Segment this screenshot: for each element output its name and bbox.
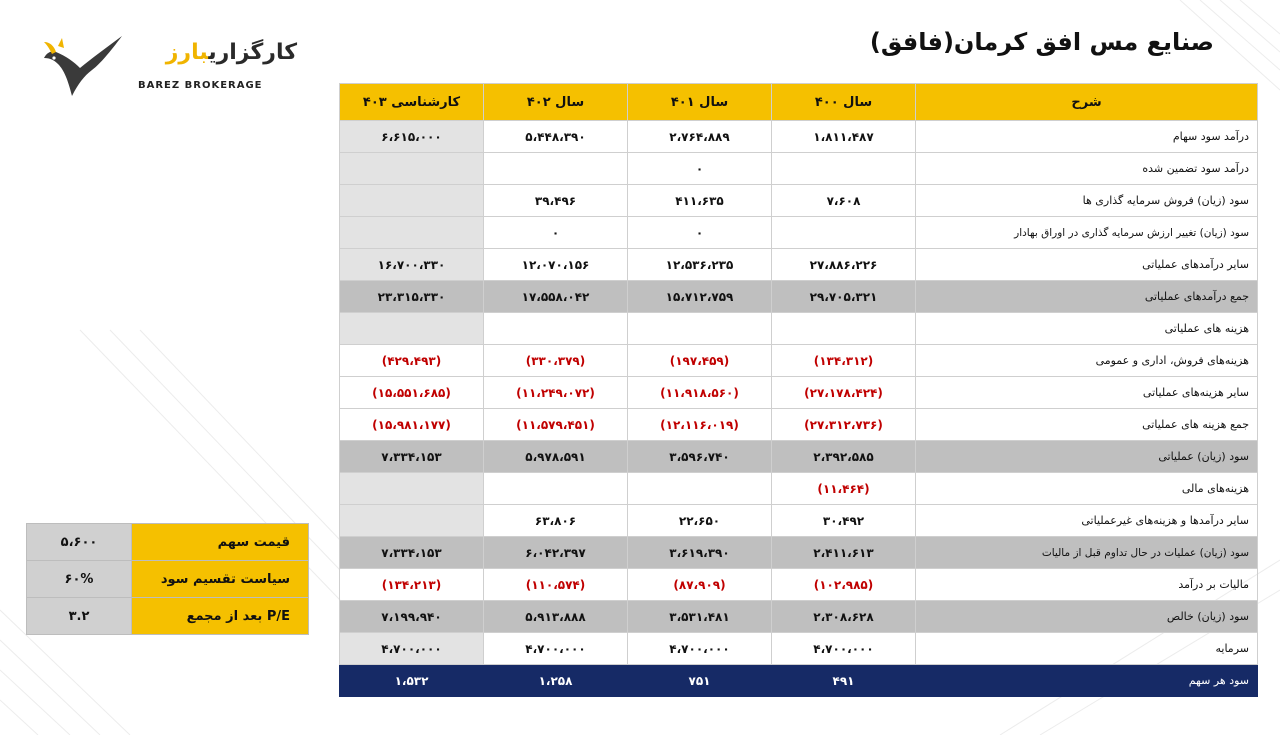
value-cell-401: (۱۱،۹۱۸،۵۶۰) [628,377,772,409]
dividend-policy-value: ۶۰% [27,561,132,598]
table-row [340,121,1258,153]
value-cell-402: ۵،۴۴۸،۳۹۰ [484,121,628,153]
table-row [340,313,1258,345]
value-cell-403: (۱۵،۵۵۱،۶۸۵) [340,377,484,409]
value-cell-400 [772,313,916,345]
table-row [340,217,1258,249]
value-cell-403: ۲۳،۳۱۵،۳۳۰ [340,281,484,313]
table-row [340,249,1258,281]
value-cell-400 [772,153,916,185]
value-cell-402: ۶۳،۸۰۶ [484,505,628,537]
summary-row-share-price [27,524,309,561]
value-cell-400: (۱۰۲،۹۸۵) [772,569,916,601]
value-cell-400: ۱،۸۱۱،۴۸۷ [772,121,916,153]
value-cell-402: (۱۱،۲۴۹،۰۷۲) [484,377,628,409]
table-row [340,409,1258,441]
table-row [340,633,1258,665]
value-cell-403: ۶،۶۱۵،۰۰۰ [340,121,484,153]
table-row-total [340,537,1258,569]
value-cell-403 [340,185,484,217]
value-cell-403: ۱۶،۷۰۰،۳۳۰ [340,249,484,281]
table-header-row [340,84,1258,121]
pe-value: ۳.۲ [27,598,132,635]
brand-name-en: BAREZ BROKERAGE [138,80,263,91]
value-cell-402: ۱۷،۵۵۸،۰۴۲ [484,281,628,313]
value-cell-403: ۷،۳۳۴،۱۵۳ [340,441,484,473]
row-label: سود (زیان) عملیاتی [916,441,1258,473]
value-cell-402: (۳۳۰،۳۷۹) [484,345,628,377]
value-cell-401: ۱۲،۵۳۶،۲۳۵ [628,249,772,281]
value-cell-402: (۱۱۰،۵۷۴) [484,569,628,601]
pe-label: P/E بعد از مجمع [132,598,309,635]
value-cell-400: ۲۹،۷۰۵،۳۲۱ [772,281,916,313]
value-cell-401: ۲۲،۶۵۰ [628,505,772,537]
value-cell-402: ۴،۷۰۰،۰۰۰ [484,633,628,665]
column-header-year-401: سال ۴۰۱ [628,84,772,121]
row-label: سایر درآمدها و هزینه‌های غیرعملیاتی [916,505,1258,537]
summary-row-pe [27,598,309,635]
page-title: صنایع مس افق کرمان(فافق) [869,28,1214,56]
value-cell-403 [340,505,484,537]
table-row-total [340,441,1258,473]
table-row-eps [340,665,1258,697]
value-cell-401: ۱۵،۷۱۲،۷۵۹ [628,281,772,313]
row-label: جمع هزینه های عملیاتی [916,409,1258,441]
value-cell-403: (۱۵،۹۸۱،۱۷۷) [340,409,484,441]
column-header-year-400: سال ۴۰۰ [772,84,916,121]
value-cell-402 [484,153,628,185]
value-cell-402: (۱۱،۵۷۹،۴۵۱) [484,409,628,441]
share-price-value: ۵،۶۰۰ [27,524,132,561]
table-row-total [340,601,1258,633]
value-cell-402: ۵،۹۱۳،۸۸۸ [484,601,628,633]
value-cell-403: (۱۳۴،۲۱۳) [340,569,484,601]
value-cell-403 [340,217,484,249]
value-cell-403: ۴،۷۰۰،۰۰۰ [340,633,484,665]
row-label: هزینه‌های فروش، اداری و عمومی [916,345,1258,377]
column-header-year-402: سال ۴۰۲ [484,84,628,121]
value-cell-402: ۵،۹۷۸،۵۹۱ [484,441,628,473]
value-cell-400: ۴،۷۰۰،۰۰۰ [772,633,916,665]
value-cell-401: ۳،۶۱۹،۳۹۰ [628,537,772,569]
value-cell-401: (۱۹۷،۴۵۹) [628,345,772,377]
row-label: سود (زیان) فروش سرمایه گذاری ها [916,185,1258,217]
row-label: درآمد سود سهام [916,121,1258,153]
value-cell-401 [628,473,772,505]
brand-logo [40,34,297,104]
valuation-summary-table [26,523,309,635]
row-label: سرمایه [916,633,1258,665]
value-cell-400: (۲۷،۱۷۸،۴۲۴) [772,377,916,409]
value-cell-403: (۴۲۹،۴۹۳) [340,345,484,377]
value-cell-401: ۷۵۱ [628,665,772,697]
value-cell-400: (۱۱،۴۶۴) [772,473,916,505]
column-header-description: شرح [916,84,1258,121]
dividend-policy-label: سیاست تقسیم سود [132,561,309,598]
table-row [340,473,1258,505]
eagle-icon [40,34,126,104]
value-cell-400: ۴۹۱ [772,665,916,697]
row-label: سایر هزینه‌های عملیاتی [916,377,1258,409]
value-cell-400: (۱۳۴،۳۱۲) [772,345,916,377]
table-row [340,505,1258,537]
value-cell-403: ۷،۳۳۴،۱۵۳ [340,537,484,569]
table-row-total [340,281,1258,313]
row-label: درآمد سود تضمین شده [916,153,1258,185]
row-label: جمع درآمدهای عملیاتی [916,281,1258,313]
brand-name-fa: کارگزاریبارز [165,40,297,65]
summary-row-dividend-policy [27,561,309,598]
table-row [340,569,1258,601]
value-cell-401: ۰ [628,217,772,249]
value-cell-403: ۱،۵۳۲ [340,665,484,697]
value-cell-400: ۲،۳۹۲،۵۸۵ [772,441,916,473]
value-cell-402: ۱۲،۰۷۰،۱۵۶ [484,249,628,281]
row-label: سود (زیان) عملیات در حال تداوم قبل از مالیات [916,537,1258,569]
row-label: هزینه‌های مالی [916,473,1258,505]
value-cell-401: ۴،۷۰۰،۰۰۰ [628,633,772,665]
value-cell-400: ۳۰،۴۹۲ [772,505,916,537]
table-row [340,345,1258,377]
value-cell-403: ۷،۱۹۹،۹۴۰ [340,601,484,633]
row-label: هزینه های عملیاتی [916,313,1258,345]
value-cell-401: ۰ [628,153,772,185]
value-cell-403 [340,473,484,505]
value-cell-400: ۷،۶۰۸ [772,185,916,217]
column-header-forecast-403: کارشناسی ۴۰۳ [340,84,484,121]
value-cell-403 [340,153,484,185]
row-label: سود (زیان) خالص [916,601,1258,633]
value-cell-402 [484,313,628,345]
value-cell-401: ۳،۵۹۶،۷۴۰ [628,441,772,473]
value-cell-401: ۴۱۱،۶۳۵ [628,185,772,217]
value-cell-400 [772,217,916,249]
value-cell-400: (۲۷،۳۱۲،۷۳۶) [772,409,916,441]
value-cell-403 [340,313,484,345]
value-cell-402: ۳۹،۴۹۶ [484,185,628,217]
value-cell-400: ۲،۴۱۱،۶۱۳ [772,537,916,569]
value-cell-401: ۲،۷۶۴،۸۸۹ [628,121,772,153]
table-row [340,377,1258,409]
financial-table [339,83,1258,697]
value-cell-401: ۳،۵۳۱،۴۸۱ [628,601,772,633]
row-label: سود هر سهم [916,665,1258,697]
value-cell-401 [628,313,772,345]
table-row [340,185,1258,217]
row-label: سود (زیان) تغییر ارزش سرمایه گذاری در اوراق بهادار [916,217,1258,249]
value-cell-401: (۸۷،۹۰۹) [628,569,772,601]
value-cell-400: ۲۷،۸۸۶،۲۲۶ [772,249,916,281]
share-price-label: قیمت سهم [132,524,309,561]
value-cell-402: ۱،۲۵۸ [484,665,628,697]
row-label: سایر درآمدهای عملیاتی [916,249,1258,281]
value-cell-402: ۰ [484,217,628,249]
row-label: مالیات بر درآمد [916,569,1258,601]
value-cell-400: ۲،۳۰۸،۶۲۸ [772,601,916,633]
value-cell-402 [484,473,628,505]
value-cell-401: (۱۲،۱۱۶،۰۱۹) [628,409,772,441]
table-row [340,153,1258,185]
value-cell-402: ۶،۰۴۲،۳۹۷ [484,537,628,569]
